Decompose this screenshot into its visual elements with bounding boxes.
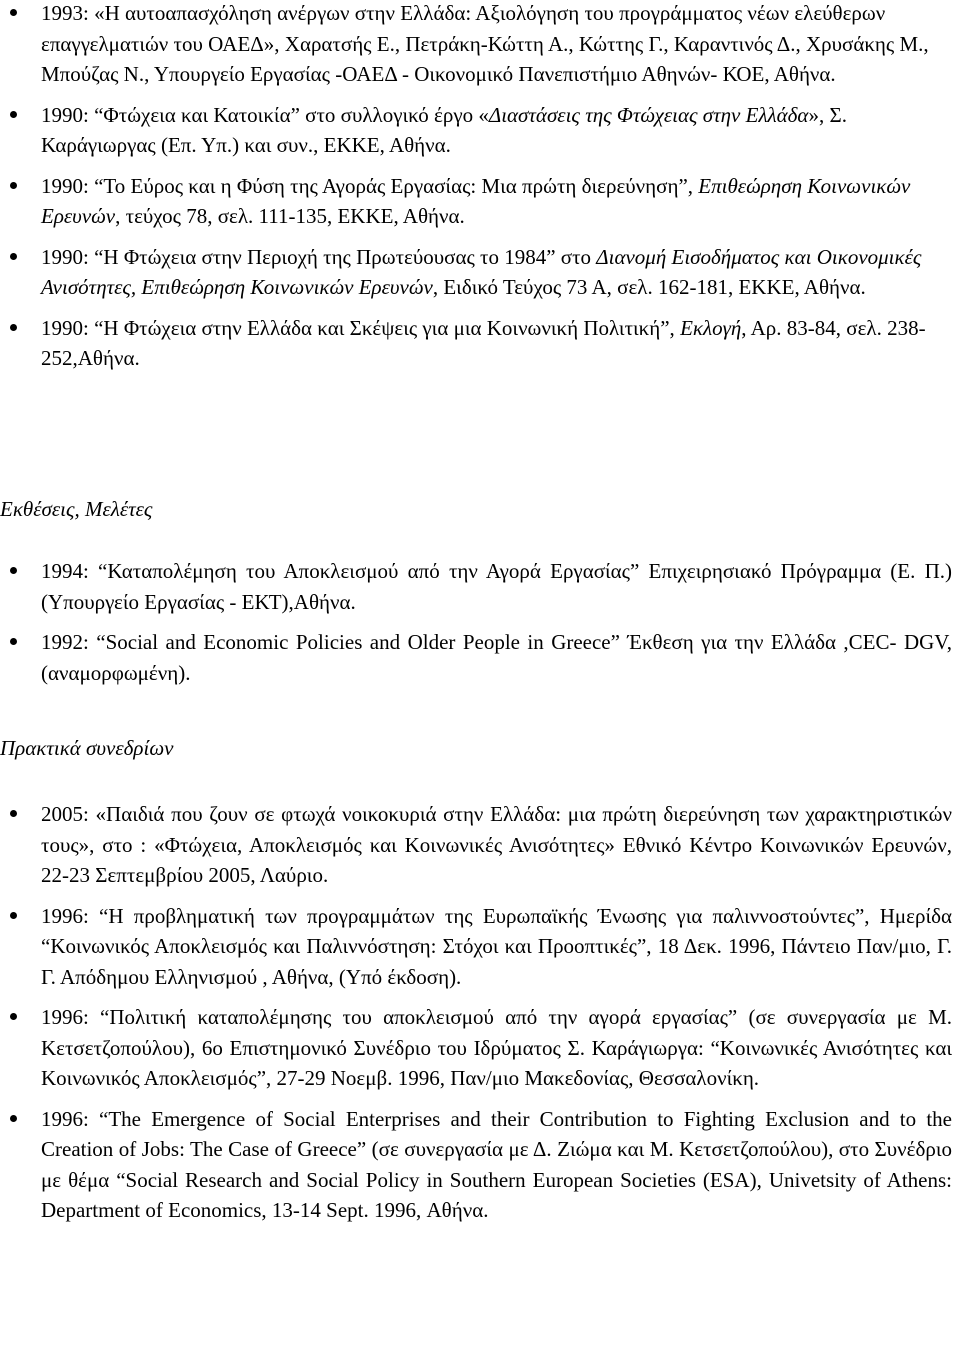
- bullet-icon: [10, 111, 17, 118]
- entry-text: 1993: «Η αυτοαπασχόληση ανέργων στην Ελλάδα: Αξιολόγηση του προγράμματος νέων ελεύθερων επαγγελματιών του ΟΑΕΔ», Χαρατσής Ε., Πετράκη-Κώττη Α., Κώττης Γ., Καραντινός Δ., Χρυσάκης Μ., Μπούζας Ν., Υπουργείο Εργασίας -ΟΑΕΔ - Οικονομικό Πανεπιστήμιο Αθηνών- ΚΟΕ, Αθήνα.: [41, 1, 929, 86]
- bullet-icon: [10, 1013, 17, 1020]
- list-item: [0, 901, 956, 993]
- list-item: [0, 242, 956, 303]
- bullet-icon: [10, 253, 17, 260]
- proceedings-list: [0, 799, 956, 1226]
- italic-title: Επιθεώρηση Κοινωνικών Ερευνών: [41, 173, 911, 228]
- reports-list-section: [0, 556, 956, 698]
- list-item: [0, 1104, 956, 1226]
- entry-text: 1990: “Η Φτώχεια στην Περιοχή της Πρωτεύουσας το 1984” στο: [41, 244, 597, 269]
- entry-text: 1996: “Η προβληματική των προγραμμάτων της Ευρωπαϊκής Ένωσης για παλιννοστούντες”, Ημερίδα “Κοινωνικός Αποκλεισμός και Παλιννόστηση: Στόχοι και Προοπτικές”, 18 Δεκ. 1996, Πάντειο Παν/μιο, Γ. Γ. Απόδημου Ελληνισμού , Αθήνα, (Υπό έκδοση).: [41, 903, 952, 989]
- bullet-icon: [10, 567, 17, 574]
- proceedings-list-section: [0, 799, 956, 1236]
- italic-title: Διαστάσεις της Φτώχειας στην Ελλάδα: [488, 102, 809, 127]
- entry-text: 1996: “The Emergence of Social Enterprises and their Contribution to Fighting Exclusion and to the Creation of Jobs: The Case of Greece” (σε συνεργασία με Δ. Ζιώμα και Μ. Κετσετζοπούλου), στο Συνέδριο με θέμα “Social Research and Social Policy in Southern European Societies (ESA), Univetsity of Athens: Department of Economics, 13-14 Sept. 1996, Αθήνα.: [41, 1106, 952, 1222]
- entry-text: 1992: “Social and Economic Policies and Older People in Greece” Έκθεση για την Ελλάδα ,CEC- DGV, (αναμορφωμένη).: [41, 630, 952, 685]
- list-item: [0, 100, 956, 161]
- bullet-icon: [10, 638, 17, 645]
- list-item: [0, 799, 956, 891]
- list-item: [0, 556, 956, 617]
- list-item: [0, 0, 956, 90]
- bullet-icon: [10, 182, 17, 189]
- section-heading-reports: Εκθέσεις, Μελέτες: [0, 497, 153, 521]
- bullet-icon: [10, 810, 17, 817]
- entry-text: 1990: “Φτώχεια και Κατοικία” στο συλλογικό έργο «: [41, 102, 489, 127]
- reports-list: [0, 556, 956, 688]
- entry-text: , Αρ. 83-84, σελ. 238-252,Αθήνα.: [41, 315, 926, 370]
- entry-text: », Σ. Καράγιωργας (Επ. Υπ.) και συν., ΕΚΚΕ, Αθήνα.: [41, 102, 847, 157]
- entry-text: 1994: “Καταπολέμηση του Αποκλεισμού από την Αγορά Εργασίας” Επιχειρησιακό Πρόγραμμα (Ε. Π.) (Υπουργείο Εργασίας - ΕΚΤ),Αθήνα.: [41, 559, 952, 614]
- bullet-icon: [10, 912, 17, 919]
- publications-list-section: [0, 0, 956, 384]
- section-heading-proceedings: Πρακτικά συνεδρίων: [0, 736, 174, 760]
- publications-list: [0, 0, 956, 374]
- list-item: [0, 313, 956, 374]
- entry-text: 1996: “Πολιτική καταπολέμησης του αποκλεισμού από την αγορά εργασίας” (σε συνεργασία με Μ. Κετσετζοπούλου), 6ο Επιστημονικό Συνέδριο του Ιδρύματος Σ. Καράγιωργα: “Κοινωνικές Ανισότητες και Κοινωνικός Αποκλεισμός”, 27-29 Νοεμβ. 1996, Παν/μιο Μακεδονίας, Θεσσαλονίκη.: [41, 1005, 952, 1090]
- entry-text: 1990: “Το Εύρος και η Φύση της Αγοράς Εργασίας: Μια πρώτη διερεύνηση”,: [41, 173, 699, 198]
- italic-title: Εκλογή: [680, 315, 742, 340]
- bullet-icon: [10, 324, 17, 331]
- bullet-icon: [10, 9, 17, 16]
- italic-title: Διανομή Εισοδήματος και Οικονομικές Ανισότητες, Επιθεώρηση Κοινωνικών Ερευνών: [41, 244, 922, 299]
- list-item: [0, 171, 956, 232]
- entry-text: 1990: “Η Φτώχεια στην Ελλάδα και Σκέψεις για μια Κοινωνική Πολιτική”,: [41, 315, 681, 340]
- list-item: [0, 1002, 956, 1094]
- bullet-icon: [10, 1115, 17, 1122]
- entry-text: , τεύχος 78, σελ. 111-135, ΕΚΚΕ, Αθήνα.: [115, 204, 465, 228]
- list-item: [0, 627, 956, 688]
- entry-text: 2005: «Παιδιά που ζουν σε φτωχά νοικοκυριά στην Ελλάδα: μια πρώτη διερεύνηση των χαρακτηριστικών τους», στο : «Φτώχεια, Αποκλεισμός και Κοινωνικές Ανισότητες» Εθνικό Κέντρο Κοινωνικών Ερευνών, 22-23 Σεπτεμβρίου 2005, Λαύριο.: [41, 802, 952, 887]
- entry-text: , Ειδικό Τεύχος 73 Α, σελ. 162-181, ΕΚΚΕ, Αθήνα.: [432, 275, 866, 299]
